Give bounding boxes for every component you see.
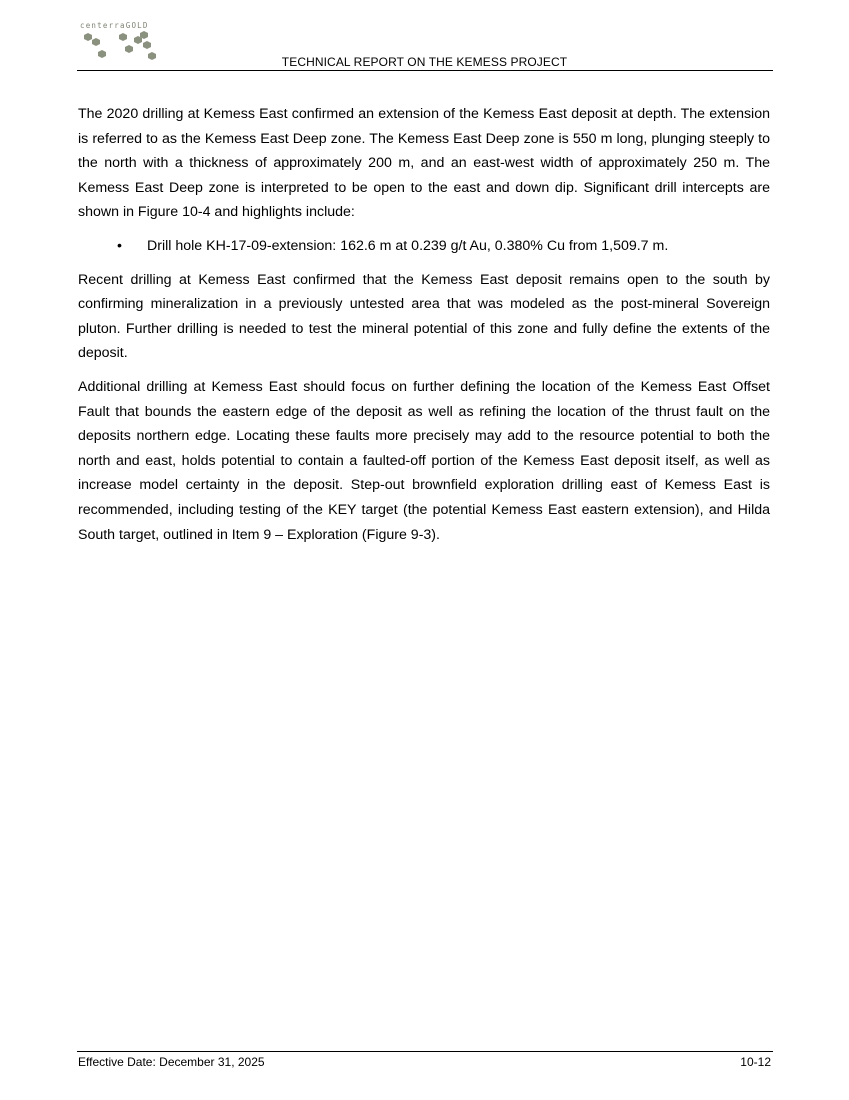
header-divider xyxy=(77,70,773,71)
paragraph-3: Additional drilling at Kemess East should focus on further defining the location of the Kemess East Offset Fault that bounds the eastern edge of the deposit as well as refining the location of the thrust fault on the deposits northern edge. Locating these faults more precisely may add to the resource potential to both the north and east, holds potential to contain a faulted-off portion of the Kemess East deposit itself, as well as increase model certainty in the deposit. Step-out brownfield exploration drilling east of Kemess East is recommended, including testing of the KEY target (the potential Kemess East eastern extension), and Hilda South target, outlined in Item 9 – Exploration (Figure 9-3). xyxy=(78,378,770,543)
paragraph-2: Recent drilling at Kemess East confirmed that the Kemess East deposit remains open to the south by confirming mineralization in a previously untested area that was modeled as the post-mineral Sovereign pluton. Further drilling is needed to test the mineral potential of this zone and fully define the extents of the deposit. xyxy=(78,271,770,362)
effective-date: Effective Date: December 31, 2025 xyxy=(78,1055,265,1069)
list-item: • Drill hole KH-17-09-extension: 162.6 m at 0.239 g/t Au, 0.380% Cu from 1,509.7 m. xyxy=(78,234,770,259)
logo-wordmark: centerraGOLD xyxy=(80,21,149,30)
footer-divider xyxy=(77,1051,773,1052)
paragraph-1: The 2020 drilling at Kemess East confirmed an extension of the Kemess East deposit at depth. The extension is referred to as the Kemess East Deep zone. The Kemess East Deep zone is 550 m long, plunging steeply to the north with a thickness of approximately 200 m, and an east-west width of approximately 250 m. The Kemess East Deep zone is interpreted to be open to the east and down dip. Significant drill intercepts are shown in Figure 10-4 and highlights include: xyxy=(78,106,770,221)
document-body xyxy=(78,102,770,556)
page-number: 10-12 xyxy=(740,1055,771,1069)
report-title: TECHNICAL REPORT ON THE KEMESS PROJECT xyxy=(281,55,568,69)
highlights-list xyxy=(78,234,770,259)
